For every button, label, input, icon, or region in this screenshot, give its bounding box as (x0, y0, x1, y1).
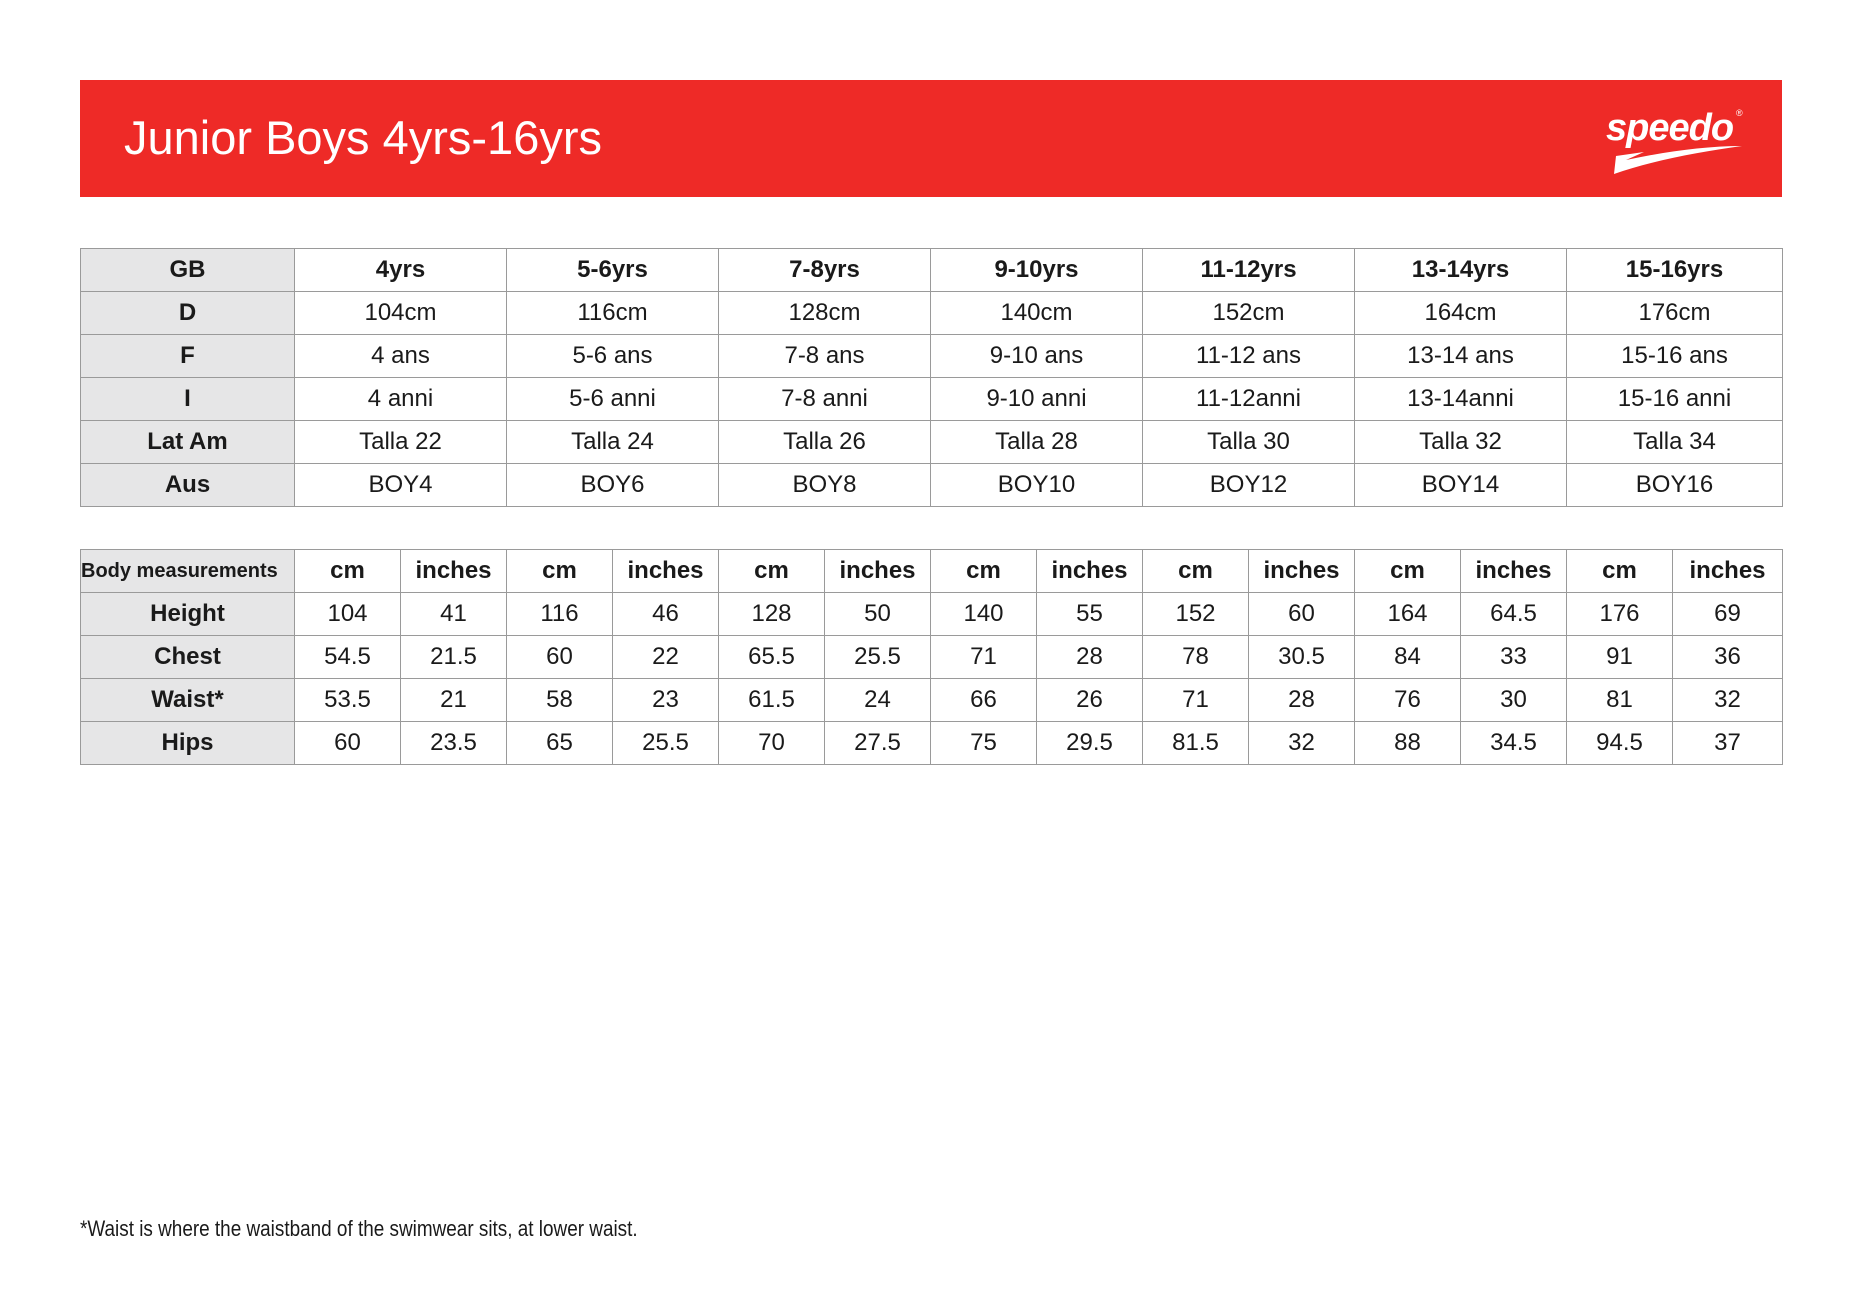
table-cell: 28 (1037, 636, 1143, 679)
table-cell: 50 (825, 593, 931, 636)
unit-column-header: inches (1673, 550, 1783, 593)
row-label-cell: Body measurements (81, 550, 295, 593)
table-cell: 41 (401, 593, 507, 636)
table-cell: Talla 26 (719, 421, 931, 464)
row-label-cell: F (81, 335, 295, 378)
table-cell: 104cm (295, 292, 507, 335)
table-cell: 70 (719, 722, 825, 765)
table-cell: 7-8 ans (719, 335, 931, 378)
size-column-header: 9-10yrs (931, 249, 1143, 292)
table-cell: 116 (507, 593, 613, 636)
table-row (81, 679, 1783, 722)
table-cell: 76 (1355, 679, 1461, 722)
table-cell: 152 (1143, 593, 1249, 636)
table-cell: 15-16 ans (1567, 335, 1783, 378)
table-row (81, 636, 1783, 679)
table-cell: BOY14 (1355, 464, 1567, 507)
row-label-cell: Height (81, 593, 295, 636)
table-cell: BOY4 (295, 464, 507, 507)
table-cell: 32 (1673, 679, 1783, 722)
table-cell: 88 (1355, 722, 1461, 765)
size-column-header: 11-12yrs (1143, 249, 1355, 292)
table-row (81, 292, 1783, 335)
table-cell: BOY6 (507, 464, 719, 507)
table-cell: 34.5 (1461, 722, 1567, 765)
row-label-cell: Lat Am (81, 421, 295, 464)
table-header-row (81, 249, 1783, 292)
table-cell: 7-8 anni (719, 378, 931, 421)
table-cell: BOY12 (1143, 464, 1355, 507)
table-cell: 46 (613, 593, 719, 636)
table-cell: 65 (507, 722, 613, 765)
table-cell: 60 (295, 722, 401, 765)
unit-column-header: inches (613, 550, 719, 593)
table-cell: 164 (1355, 593, 1461, 636)
table-row (81, 464, 1783, 507)
waist-footnote: *Waist is where the waistband of the swimwear sits, at lower waist. (80, 1216, 638, 1241)
table-row (81, 378, 1783, 421)
table-cell: 32 (1249, 722, 1355, 765)
table-cell: 55 (1037, 593, 1143, 636)
svg-text:speedo: speedo (1606, 107, 1734, 149)
table-cell: 91 (1567, 636, 1673, 679)
table-cell: 27.5 (825, 722, 931, 765)
table-cell: 4 anni (295, 378, 507, 421)
row-label-cell: GB (81, 249, 295, 292)
unit-column-header: cm (1355, 550, 1461, 593)
unit-column-header: inches (401, 550, 507, 593)
unit-column-header: cm (931, 550, 1037, 593)
table-cell: 81 (1567, 679, 1673, 722)
table-cell: 176 (1567, 593, 1673, 636)
table-cell: 71 (1143, 679, 1249, 722)
table-cell: 75 (931, 722, 1037, 765)
header-banner (80, 80, 1782, 197)
table-cell: 28 (1249, 679, 1355, 722)
table-cell: Talla 22 (295, 421, 507, 464)
size-conversion-table (80, 248, 1783, 507)
table-cell: 36 (1673, 636, 1783, 679)
table-cell: 58 (507, 679, 613, 722)
table-cell: 128cm (719, 292, 931, 335)
table-cell: BOY16 (1567, 464, 1783, 507)
table-cell: 140cm (931, 292, 1143, 335)
table-cell: 164cm (1355, 292, 1567, 335)
table-cell: 71 (931, 636, 1037, 679)
row-label-cell: Aus (81, 464, 295, 507)
table-cell: 60 (507, 636, 613, 679)
table-cell: 9-10 anni (931, 378, 1143, 421)
row-label-cell: D (81, 292, 295, 335)
table-cell: 176cm (1567, 292, 1783, 335)
unit-column-header: cm (719, 550, 825, 593)
table-cell: 4 ans (295, 335, 507, 378)
table-cell: 94.5 (1567, 722, 1673, 765)
table-cell: 78 (1143, 636, 1249, 679)
table-cell: 116cm (507, 292, 719, 335)
unit-column-header: inches (1249, 550, 1355, 593)
table-cell: 152cm (1143, 292, 1355, 335)
table-cell: BOY8 (719, 464, 931, 507)
row-label-cell: Chest (81, 636, 295, 679)
unit-column-header: inches (1037, 550, 1143, 593)
speedo-logo (1604, 102, 1746, 178)
table-cell: 9-10 ans (931, 335, 1143, 378)
size-column-header: 15-16yrs (1567, 249, 1783, 292)
table-row (81, 335, 1783, 378)
table-cell: 25.5 (613, 722, 719, 765)
unit-column-header: cm (1567, 550, 1673, 593)
table-row (81, 421, 1783, 464)
table-cell: 21.5 (401, 636, 507, 679)
row-label-cell: Waist* (81, 679, 295, 722)
table-cell: 54.5 (295, 636, 401, 679)
table-cell: 13-14 ans (1355, 335, 1567, 378)
table-cell: 25.5 (825, 636, 931, 679)
table-cell: 33 (1461, 636, 1567, 679)
table-cell: 64.5 (1461, 593, 1567, 636)
table-cell: 104 (295, 593, 401, 636)
table-row (81, 593, 1783, 636)
table-cell: Talla 24 (507, 421, 719, 464)
table-cell: 21 (401, 679, 507, 722)
table-header-row (81, 550, 1783, 593)
unit-column-header: cm (1143, 550, 1249, 593)
table-cell: 22 (613, 636, 719, 679)
table-cell: Talla 28 (931, 421, 1143, 464)
svg-text:®: ® (1736, 108, 1743, 118)
table-cell: 23.5 (401, 722, 507, 765)
table-cell: 128 (719, 593, 825, 636)
table-cell: 60 (1249, 593, 1355, 636)
size-column-header: 13-14yrs (1355, 249, 1567, 292)
table-cell: 24 (825, 679, 931, 722)
table-cell: 30.5 (1249, 636, 1355, 679)
unit-column-header: cm (507, 550, 613, 593)
table-row (81, 722, 1783, 765)
table-cell: 53.5 (295, 679, 401, 722)
table-cell: 61.5 (719, 679, 825, 722)
table-cell: 30 (1461, 679, 1567, 722)
table-cell: Talla 34 (1567, 421, 1783, 464)
size-column-header: 5-6yrs (507, 249, 719, 292)
table-cell: 15-16 anni (1567, 378, 1783, 421)
size-column-header: 7-8yrs (719, 249, 931, 292)
table-cell: 5-6 ans (507, 335, 719, 378)
page-title: Junior Boys 4yrs-16yrs (124, 111, 602, 164)
table-cell: Talla 32 (1355, 421, 1567, 464)
table-cell: 11-12anni (1143, 378, 1355, 421)
table-cell: 5-6 anni (507, 378, 719, 421)
table-cell: 66 (931, 679, 1037, 722)
table-cell: 37 (1673, 722, 1783, 765)
table-cell: 140 (931, 593, 1037, 636)
table-cell: 23 (613, 679, 719, 722)
table-cell: 26 (1037, 679, 1143, 722)
unit-column-header: cm (295, 550, 401, 593)
table-cell: BOY10 (931, 464, 1143, 507)
unit-column-header: inches (1461, 550, 1567, 593)
table-cell: 65.5 (719, 636, 825, 679)
size-column-header: 4yrs (295, 249, 507, 292)
table-cell: 11-12 ans (1143, 335, 1355, 378)
row-label-cell: I (81, 378, 295, 421)
table-cell: 84 (1355, 636, 1461, 679)
body-measurements-table (80, 549, 1783, 765)
table-cell: Talla 30 (1143, 421, 1355, 464)
table-cell: 29.5 (1037, 722, 1143, 765)
unit-column-header: inches (825, 550, 931, 593)
table-cell: 81.5 (1143, 722, 1249, 765)
table-cell: 13-14anni (1355, 378, 1567, 421)
row-label-cell: Hips (81, 722, 295, 765)
table-cell: 69 (1673, 593, 1783, 636)
